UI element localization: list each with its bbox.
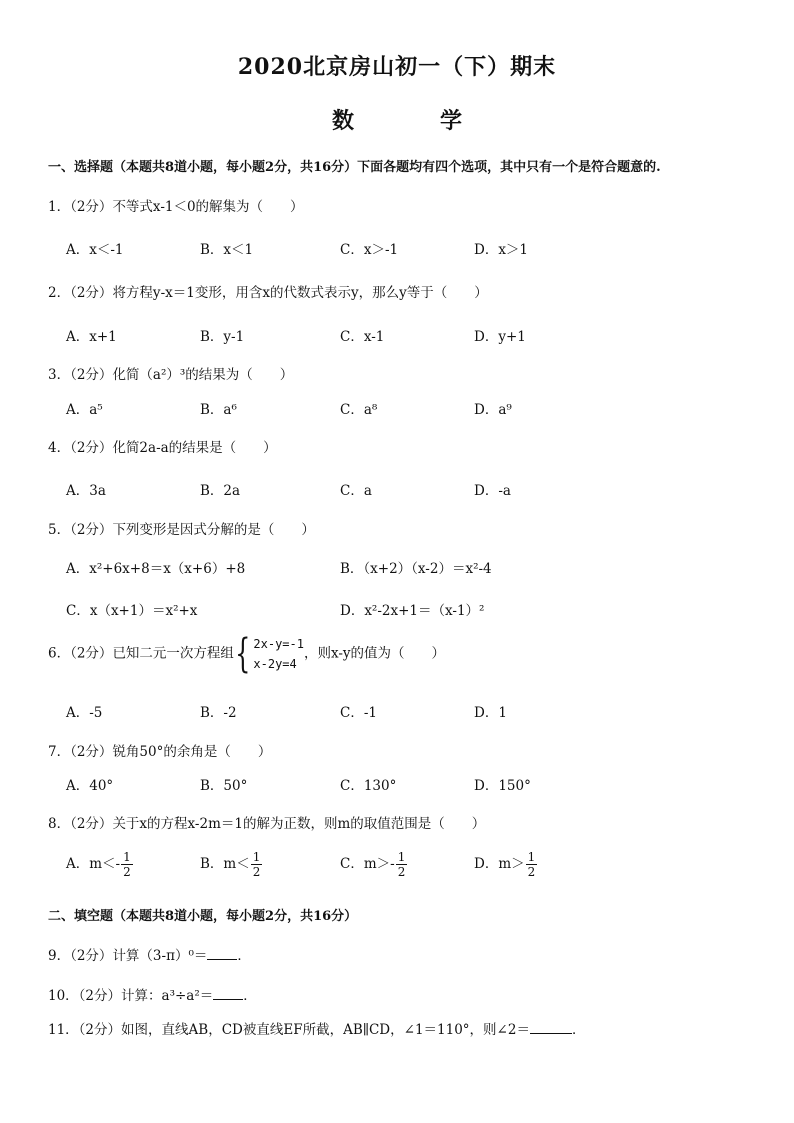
question-stem: 将方程y-x＝1变形，用含x的代数式表示y，那么y等于（ ）: [112, 285, 488, 301]
option-a: A．x＜-1: [66, 242, 124, 258]
fraction-denominator: 2: [397, 865, 406, 879]
option-b: [200, 850, 262, 879]
question-stem: 化简（a²）³的结果为（ ）: [112, 367, 294, 383]
option-a-text: A．m＜-: [66, 856, 121, 872]
section-fill-heading: 二、填空题（本题共8道小题，每小题2分，共16分）: [48, 909, 358, 924]
question-number: 10．（2分）: [48, 988, 122, 1004]
option-c: C．130°: [340, 778, 397, 794]
answer-blank: [213, 987, 243, 1000]
fraction-numerator: 1: [527, 850, 536, 864]
option-d: D．y+1: [474, 329, 526, 345]
option-c: [340, 850, 407, 879]
fraction-denominator: 2: [252, 865, 261, 879]
question-stem-pre: 已知二元一次方程组: [112, 645, 234, 662]
fraction-numerator: 1: [397, 850, 406, 864]
question-stem: 不等式x-1＜0的解集为（ ）: [112, 199, 304, 215]
question-stem-post: ，则x-y的值为（ ）: [303, 645, 446, 662]
question-stem: 计算（3-π）⁰＝: [112, 948, 208, 964]
option-b: B．50°: [200, 778, 248, 794]
question-7: [48, 740, 271, 760]
question-number: 2．（2分）: [48, 285, 113, 301]
equation-1: 2x-y=-1: [253, 637, 304, 651]
option-d: D．a⁹: [474, 402, 512, 418]
brace-icon: {: [235, 631, 251, 677]
fraction-denominator: 2: [123, 865, 131, 879]
answer-blank: [207, 947, 237, 960]
option-c: C．a⁸: [340, 402, 378, 418]
option-c-text: C．m＞-: [340, 856, 395, 872]
fraction-denominator: 2: [527, 865, 536, 879]
subject-title: 数 学: [331, 108, 494, 134]
fraction-numerator: 1: [123, 850, 131, 864]
question-3: [48, 363, 293, 383]
question-number: 7．（2分）: [48, 744, 113, 760]
question-6: [48, 631, 446, 677]
question-stem: 如图，直线AB，CD被直线EF所截，AB∥CD，∠1＝110°，则∠2＝: [121, 1022, 530, 1038]
option-d: D．150°: [474, 778, 531, 794]
option-b: B．2a: [200, 483, 241, 499]
option-a: A．x+1: [66, 329, 117, 345]
option-a: [66, 850, 133, 879]
option-b: B．a⁶: [200, 402, 237, 418]
fraction: [251, 850, 263, 879]
question-5: [48, 518, 315, 538]
question-number: 9．（2分）: [48, 948, 113, 964]
answer-blank: [530, 1021, 572, 1034]
question-stem: 锐角50°的余角是（ ）: [112, 744, 272, 760]
option-a: A．-5: [66, 705, 103, 721]
question-8: [48, 812, 485, 832]
equation-system: [253, 634, 304, 674]
question-11: [48, 1018, 585, 1038]
option-d: D．x＞1: [474, 242, 529, 258]
option-d-text: D．m＞: [474, 856, 525, 872]
option-a: A．40°: [66, 778, 114, 794]
option-b: B．（x+2）（x-2）＝x²-4: [340, 561, 492, 577]
option-b-text: B．m＜: [200, 856, 250, 872]
question-2: [48, 281, 488, 301]
question-1: [48, 195, 304, 215]
option-c: C．x＞-1: [340, 242, 399, 258]
question-stem: 下列变形是因式分解的是（ ）: [112, 522, 315, 538]
fraction-numerator: 1: [252, 850, 261, 864]
question-end: ．: [243, 988, 257, 1004]
option-b: B．x＜1: [200, 242, 254, 258]
question-number: 5．（2分）: [48, 522, 113, 538]
option-d: D．x²-2x+1＝（x-1）²: [340, 603, 485, 619]
question-number: 8．（2分）: [48, 816, 113, 832]
question-stem: 化简2a-a的结果是（ ）: [112, 440, 277, 456]
question-number: 4．（2分）: [48, 440, 113, 456]
question-stem: 计算：a³÷a²＝: [121, 988, 214, 1004]
option-c: C．a: [340, 483, 372, 499]
option-c: C．-1: [340, 705, 377, 721]
page-title: 2020北京房山初一（下）期末: [237, 54, 557, 80]
question-9: [48, 944, 251, 964]
question-end: ．: [237, 948, 251, 964]
option-a: A．3a: [66, 483, 106, 499]
fraction: [526, 850, 538, 879]
option-d: D．-a: [474, 483, 511, 499]
fraction: [121, 850, 133, 879]
option-d: D．1: [474, 705, 507, 721]
question-number: 6．（2分）: [48, 645, 113, 662]
fraction: [396, 850, 408, 879]
section-choice-heading: 一、选择题（本题共8道小题，每小题2分，共16分）下面各题均有四个选项，其中只有一个是符合题意的.: [48, 160, 661, 175]
question-number: 11．（2分）: [48, 1022, 122, 1038]
question-end: ．: [571, 1022, 586, 1038]
question-10: [48, 984, 257, 1004]
question-stem: 关于x的方程x-2m＝1的解为正数，则m的取值范围是（ ）: [112, 816, 486, 832]
option-b: B．y-1: [200, 329, 245, 345]
question-4: [48, 436, 277, 456]
option-a: A．x²+6x+8＝x（x+6）+8: [66, 561, 246, 577]
question-number: 3．（2分）: [48, 367, 113, 383]
option-d: [474, 850, 537, 879]
question-number: 1．（2分）: [48, 199, 113, 215]
option-c: C．x-1: [340, 329, 385, 345]
equation-2: x-2y=4: [253, 657, 297, 671]
option-c: C．x（x+1）＝x²+x: [66, 603, 198, 619]
option-b: B．-2: [200, 705, 237, 721]
option-a: A．a⁵: [66, 402, 103, 418]
